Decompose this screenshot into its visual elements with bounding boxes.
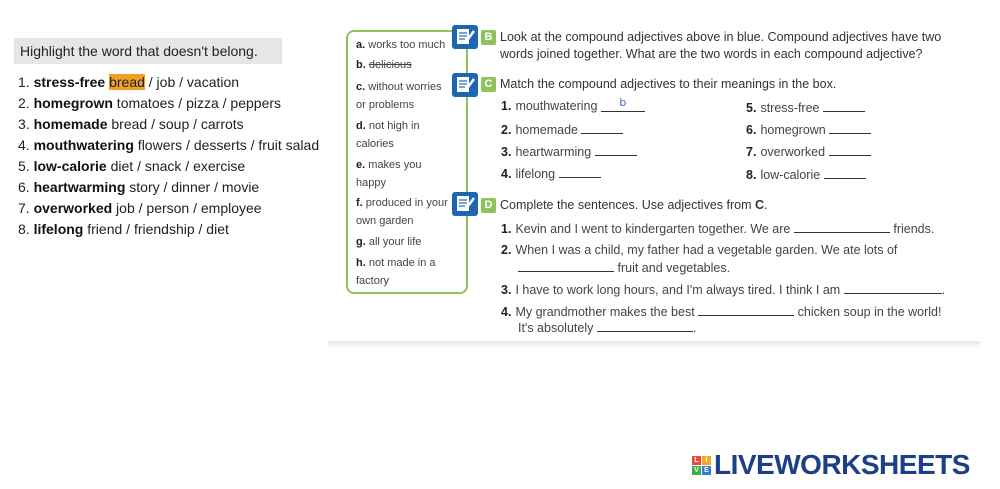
compound-adjective: homemade [33, 116, 108, 132]
section-b-instructions: Look at the compound adjectives above in blue. Compound adjectives have two words joined together. What are the two words in each compound adjective? [500, 30, 942, 61]
word-options[interactable]: flowers / desserts / fruit salad [133, 137, 320, 153]
compound-adjective: lifelong [33, 221, 84, 237]
section-d-label: D [481, 198, 496, 213]
word-options[interactable]: tomatoes / pizza / peppers [112, 95, 282, 111]
compound-adjective: mouthwatering [33, 137, 134, 153]
highlighted-word[interactable]: bread [109, 74, 145, 90]
section-c-instructions: Match the compound adjectives to their meanings in the box. [500, 77, 837, 91]
section-d-instructions: Complete the sentences. Use adjectives from C. [500, 198, 768, 212]
answer-blank[interactable] [595, 143, 637, 156]
meaning-item: a. works too much [356, 39, 446, 51]
logo-blocks-icon: L I V E [692, 456, 711, 475]
match-item: 2. homemade [501, 121, 623, 137]
answer-blank[interactable] [844, 281, 942, 294]
meaning-item: g. all your life [356, 236, 422, 248]
sentence-item: 2. When I was a child, my father had a vegetable garden. We ate lots of [501, 243, 898, 257]
list-item[interactable] [18, 93, 319, 114]
compound-adjective: heartwarming [33, 179, 126, 195]
meaning-item: c. without worries or problems [356, 81, 442, 111]
match-item: 7. overworked [746, 143, 871, 159]
list-item[interactable] [18, 156, 319, 177]
meanings-box [346, 30, 468, 294]
answer-blank[interactable]: b [601, 99, 645, 112]
item-number: 3. [18, 116, 30, 132]
question-list [18, 72, 319, 240]
list-item[interactable] [18, 177, 319, 198]
match-item: 3. heartwarming [501, 143, 637, 159]
word-options[interactable]: job / person / employee [112, 200, 262, 216]
compound-adjective: overworked [33, 200, 113, 216]
compound-adjective: homegrown [33, 95, 113, 111]
list-item[interactable] [18, 135, 319, 156]
answer-blank[interactable] [823, 99, 865, 112]
match-item: 8. low-calorie [746, 166, 866, 182]
notepad-pencil-icon [452, 192, 478, 216]
word-options[interactable]: bread / soup / carrots [107, 116, 244, 132]
instruction-banner: Highlight the word that doesn't belong. [14, 38, 282, 64]
answer-blank[interactable] [698, 303, 794, 316]
word-options[interactable]: friend / friendship / diet [83, 221, 229, 237]
meaning-item: f. produced in your own garden [356, 197, 448, 227]
liveworksheets-logo [692, 450, 970, 480]
word-options[interactable]: / job / vacation [144, 74, 240, 90]
compound-adjective: low-calorie [33, 158, 107, 174]
list-item[interactable] [18, 219, 319, 240]
answer-blank[interactable] [794, 220, 890, 233]
item-number: 6. [18, 179, 30, 195]
section-b-label: B [481, 30, 496, 45]
match-item: 1. mouthwatering b [501, 99, 645, 113]
answer-blank[interactable] [559, 165, 601, 178]
compound-adjective: stress-free [33, 74, 106, 90]
meaning-item: b. delicious [356, 59, 412, 71]
meaning-item: d. not high in calories [356, 120, 420, 150]
item-number: 1. [18, 74, 30, 90]
item-number: 8. [18, 221, 30, 237]
item-number: 4. [18, 137, 30, 153]
match-item: 5. stress-free [746, 99, 865, 115]
sentence-item: 3. I have to work long hours, and I'm always tired. I think I am . [501, 283, 946, 297]
list-item[interactable] [18, 114, 319, 135]
section-c-label: C [481, 77, 496, 92]
sentence-item: 1. Kevin and I went to kindergarten together. We are friends. [501, 222, 935, 236]
match-item: 6. homegrown [746, 121, 871, 137]
item-number: 7. [18, 200, 30, 216]
item-number: 5. [18, 158, 30, 174]
list-item[interactable] [18, 198, 319, 219]
answer-blank[interactable] [829, 121, 871, 134]
sentence-item-continuation: It's absolutely . [518, 321, 697, 335]
logo-text: LIVEWORKSHEETS [714, 449, 970, 480]
answer-blank[interactable] [518, 259, 614, 272]
match-item: 4. lifelong [501, 165, 601, 181]
meaning-item: e. makes you happy [356, 159, 422, 189]
meaning-item: h. not made in a factory [356, 257, 436, 287]
word-options[interactable]: story / dinner / movie [125, 179, 260, 195]
list-item[interactable] [18, 72, 319, 93]
notepad-pencil-icon [452, 25, 478, 49]
sentence-item-continuation: fruit and vegetables. [518, 259, 730, 275]
answer-blank[interactable] [829, 143, 871, 156]
item-number: 2. [18, 95, 30, 111]
word-options[interactable]: diet / snack / exercise [106, 158, 246, 174]
answer-blank[interactable] [597, 319, 693, 332]
notepad-pencil-icon [452, 73, 478, 97]
answer-blank[interactable] [824, 166, 866, 179]
answer-blank[interactable] [581, 121, 623, 134]
textbook-page-image [328, 25, 980, 345]
sentence-item: 4. My grandmother makes the best chicken soup in the world! [501, 305, 942, 319]
